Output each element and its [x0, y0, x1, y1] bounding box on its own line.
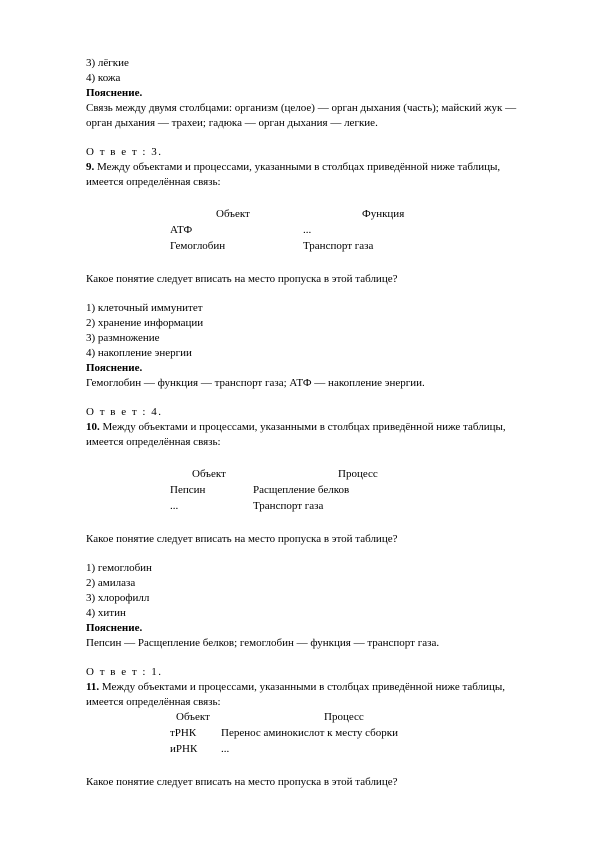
- question-intro-text: Между объектами и процессами, указанными в столбцах приведённой ниже таблицы,: [99, 421, 506, 433]
- table-header-object: Объект: [192, 468, 226, 480]
- explanation-text: орган дыхания — трахеи; гадюка — орган дыхания — легкие.: [86, 117, 378, 129]
- answer-option: 1) клеточный иммунитет: [86, 302, 203, 314]
- table-cell: Гемоглобин: [170, 240, 226, 252]
- table-cell: Расщепление белков: [253, 484, 350, 496]
- question-prompt: Какое понятие следует вписать на место пропуска в этой таблице?: [86, 776, 398, 788]
- question-11-table: [86, 710, 566, 758]
- document-page: [86, 56, 566, 790]
- table-row: [86, 726, 566, 742]
- table-cell: Транспорт газа: [303, 240, 374, 252]
- table-header-object: Объект: [176, 711, 210, 723]
- answer-option: 2) амилаза: [86, 577, 136, 589]
- question-prompt: Какое понятие следует вписать на место пропуска в этой таблице?: [86, 273, 398, 285]
- table-header-object: Объект: [216, 208, 250, 220]
- question-intro-text: Между объектами и процессами, указанными в столбцах приведённой ниже таблицы,: [94, 161, 501, 173]
- question-10-table: [86, 467, 566, 515]
- explanation-label: Пояснение.: [86, 622, 143, 634]
- table-row: [86, 239, 566, 255]
- answer-option: 4) накопление энергии: [86, 347, 192, 359]
- table-header-process: Процесс: [324, 711, 364, 723]
- table-header-row: [86, 710, 566, 726]
- table-cell: тРНК: [170, 727, 197, 739]
- table-row: [86, 499, 566, 515]
- table-cell: Перенос аминокислот к месту сборки: [221, 727, 398, 739]
- question-10-intro: [86, 420, 566, 435]
- answer-option: 1) гемоглобин: [86, 562, 152, 574]
- explanation-text: Связь между двумя столбцами: организм (целое) — орган дыхания (часть); майский жук —: [86, 102, 517, 114]
- option-4: 4) кожа: [86, 72, 121, 84]
- answer-option: 3) размножение: [86, 332, 160, 344]
- table-row: [86, 223, 566, 239]
- question-intro-text: имеется определённая связь:: [86, 436, 221, 448]
- table-cell: ...: [303, 224, 312, 236]
- table-cell: Пепсин: [170, 484, 206, 496]
- answer-option: 2) хранение информации: [86, 317, 204, 329]
- table-header-function: Функция: [362, 208, 405, 220]
- answer-option: 4) хитин: [86, 607, 126, 619]
- explanation-text: Пепсин — Расщепление белков; гемоглобин — функция — транспорт газа.: [86, 637, 440, 649]
- question-intro-text: имеется определённая связь:: [86, 176, 221, 188]
- explanation-text: Гемоглобин — функция — транспорт газа; АТФ — накопление энергии.: [86, 377, 425, 389]
- question-11-intro: [86, 680, 566, 695]
- question-number: 9.: [86, 161, 95, 173]
- table-row: [86, 742, 566, 758]
- answer: О т в е т : 4.: [86, 406, 163, 418]
- question-intro-text: Между объектами и процессами, указанными в столбцах приведённой ниже таблицы,: [99, 681, 506, 693]
- question-9-table: [86, 207, 566, 255]
- table-cell: Транспорт газа: [253, 500, 324, 512]
- option-3: 3) лёгкие: [86, 57, 129, 69]
- table-cell: ...: [170, 500, 179, 512]
- answer-option: 3) хлорофилл: [86, 592, 150, 604]
- question-number: 10.: [86, 421, 100, 433]
- question-prompt: Какое понятие следует вписать на место пропуска в этой таблице?: [86, 533, 398, 545]
- table-cell: иРНК: [170, 743, 198, 755]
- explanation-label: Пояснение.: [86, 87, 143, 99]
- answer: О т в е т : 1.: [86, 666, 163, 678]
- table-cell: АТФ: [170, 224, 193, 236]
- table-row: [86, 483, 566, 499]
- question-9-intro: [86, 160, 566, 175]
- explanation-label: Пояснение.: [86, 362, 143, 374]
- table-header-row: [86, 207, 566, 223]
- answer: О т в е т : 3.: [86, 146, 163, 158]
- table-cell: ...: [221, 743, 230, 755]
- question-intro-text: имеется определённая связь:: [86, 696, 221, 708]
- table-header-process: Процесс: [338, 468, 378, 480]
- question-number: 11.: [86, 681, 100, 693]
- table-header-row: [86, 467, 566, 483]
